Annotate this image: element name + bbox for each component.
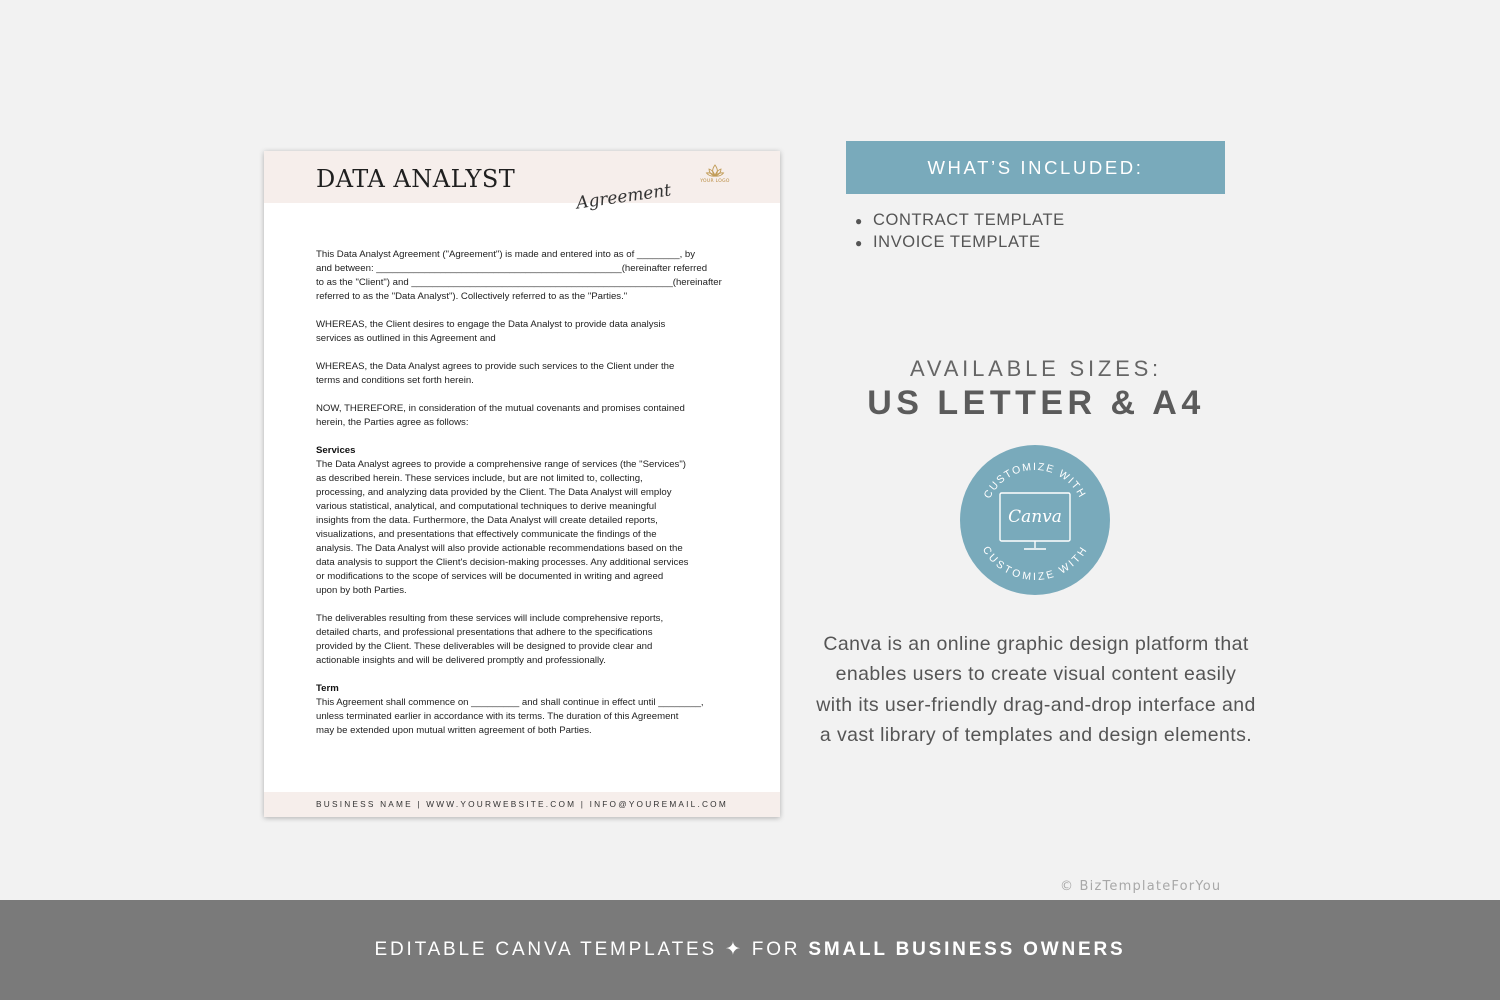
deliverables-paragraph: The deliverables resulting from these services will include comprehensive reports, detailed charts, and professional presentations that adhere to the specifications provided by the Client. These deliverables will be designed to provide clear and actionable insights and will be delivered promptly and professionally. bbox=[316, 613, 664, 666]
whereas-paragraph-1: WHEREAS, the Client desires to engage the Data Analyst to provide data analysis services as outlined in this Agreement and bbox=[316, 319, 666, 344]
bullet-icon: ● bbox=[855, 214, 863, 228]
bottom-banner-prefix: EDITABLE CANVA TEMPLATES ✦ FOR bbox=[374, 939, 809, 960]
document-title: DATA ANALYST bbox=[316, 165, 516, 193]
list-item bbox=[855, 209, 1065, 231]
logo-text: YOUR LOGO bbox=[700, 179, 730, 184]
available-sizes-value: US LETTER & A4 bbox=[867, 384, 1205, 422]
intro-paragraph: This Data Analyst Agreement ("Agreement") is made and entered into as of ________, by and between: ______________________________________________(hereinafter referred to as the "Client") and _________________________________________________(hereinafter referred to as the "Data Analyst"). Collectively referred to as the "Parties." bbox=[316, 249, 722, 302]
logo-placeholder bbox=[700, 163, 730, 184]
customize-with-canva-badge bbox=[960, 445, 1110, 595]
included-list bbox=[855, 209, 1065, 253]
term-heading: Term bbox=[316, 683, 339, 694]
document-footer: BUSINESS NAME | WWW.YOURWEBSITE.COM | INFO@YOUREMAIL.COM bbox=[264, 792, 780, 817]
services-paragraph: The Data Analyst agrees to provide a comprehensive range of services (the "Services") as described herein. These services include, but are not limited to, collecting, processing, and analyzing data provided by the Client. The Data Analyst will employ various statistical, analytical, and computational techniques to derive meaningful insights from the data. Furthermore, the Data Analyst will create detailed reports, visualizations, and presentations that effectively communicate the findings of the analysis. The Data Analyst will also provide actionable recommendations based on the data analysis to support the Client's decision-making processes. Any additional services or modifications to the scope of services will be documented in writing and agreed upon by both Parties. bbox=[316, 459, 689, 596]
document-preview bbox=[264, 151, 780, 817]
bottom-banner bbox=[0, 900, 1500, 1000]
copyright-text: © BizTemplateForYou bbox=[1060, 879, 1222, 894]
canva-wordmark: Canva bbox=[1008, 507, 1062, 527]
bottom-banner-bold: SMALL BUSINESS OWNERS bbox=[808, 939, 1126, 960]
available-sizes-label: AVAILABLE SIZES: bbox=[910, 356, 1162, 381]
canva-description: Canva is an online graphic design platform that enables users to create visual content easily with its user-friendly drag-and-drop interface and a vast library of templates and design elements. bbox=[816, 633, 1256, 746]
document-header bbox=[264, 151, 780, 214]
now-therefore-paragraph: NOW, THEREFORE, in consideration of the mutual covenants and promises contained herein, the Parties agree as follows: bbox=[316, 403, 685, 428]
badge-ring-text-bottom: CUSTOMIZE WITH bbox=[979, 544, 1091, 584]
bullet-icon: ● bbox=[855, 236, 863, 250]
lotus-icon bbox=[705, 163, 725, 179]
services-heading: Services bbox=[316, 445, 356, 456]
document-body bbox=[316, 248, 732, 752]
list-item-label: INVOICE TEMPLATE bbox=[873, 233, 1041, 251]
whats-included-banner: WHAT’S INCLUDED: bbox=[846, 141, 1225, 194]
badge-ring-text-top: CUSTOMIZE WITH bbox=[981, 460, 1089, 501]
whereas-paragraph-2: WHEREAS, the Data Analyst agrees to provide such services to the Client under the terms and conditions set forth herein. bbox=[316, 361, 675, 386]
term-paragraph: This Agreement shall commence on _________ and shall continue in effect until ________, unless terminated earlier in accordance with its terms. The duration of this Agreement may be extended upon mutual written agreement of both Parties. bbox=[316, 697, 704, 736]
document-script-subtitle: Agreement bbox=[575, 180, 673, 214]
list-item bbox=[855, 231, 1065, 253]
list-item-label: CONTRACT TEMPLATE bbox=[873, 211, 1065, 229]
